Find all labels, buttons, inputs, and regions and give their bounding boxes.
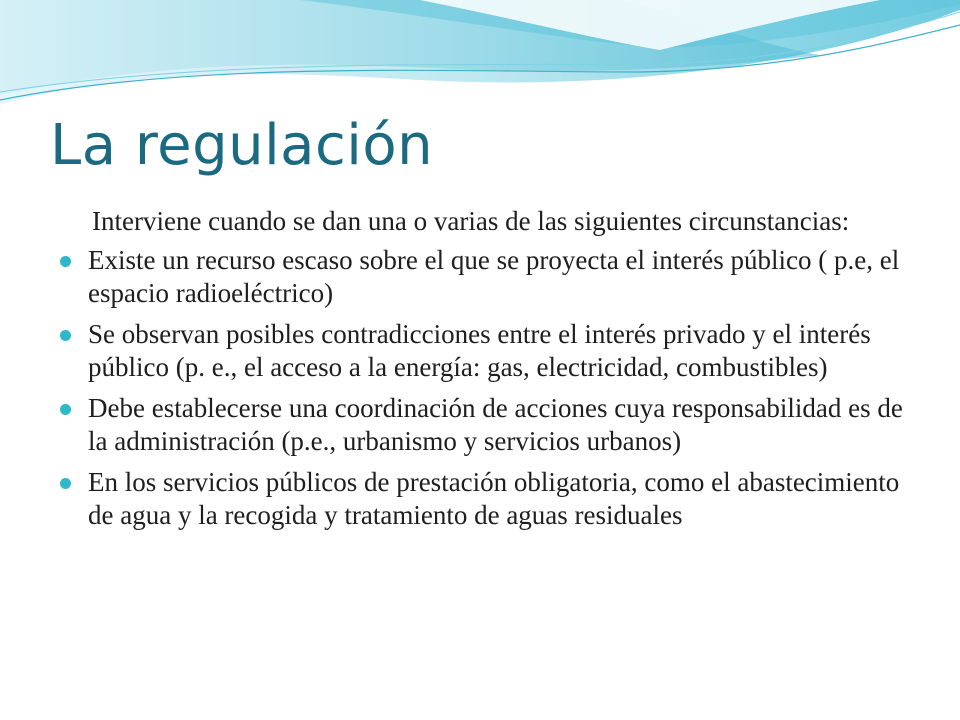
- bullet-icon: [60, 404, 71, 415]
- header-wave-decoration: [0, 0, 960, 110]
- intro-text: [88, 205, 918, 238]
- intro-text-content: Interviene cuando se dan una o varias de las siguientes circunstancias:: [92, 206, 850, 236]
- bullet-icon: [60, 330, 71, 341]
- bullet-icon: [60, 256, 71, 267]
- bullet-icon: [60, 478, 71, 489]
- list-item: [58, 392, 918, 458]
- list-item-text: Existe un recurso escaso sobre el que se proyecta el interés público ( p.e, el espacio radioeléctrico): [88, 245, 900, 308]
- list-item: [58, 318, 918, 384]
- list-item-text: Se observan posibles contradicciones entre el interés privado y el interés público (p. e., el acceso a la energía: gas, electricidad, combustibles): [88, 319, 871, 382]
- slide-body: [58, 205, 918, 540]
- slide-title: La regulación: [50, 113, 434, 178]
- list-item: [58, 466, 918, 532]
- list-item: [58, 244, 918, 310]
- bullet-list: [58, 244, 918, 532]
- list-item-text: Debe establecerse una coordinación de acciones cuya responsabilidad es de la administración (p.e., urbanismo y servicios urbanos): [88, 393, 903, 456]
- list-item-text: En los servicios públicos de prestación obligatoria, como el abastecimiento de agua y la recogida y tratamiento de aguas residuales: [88, 467, 900, 530]
